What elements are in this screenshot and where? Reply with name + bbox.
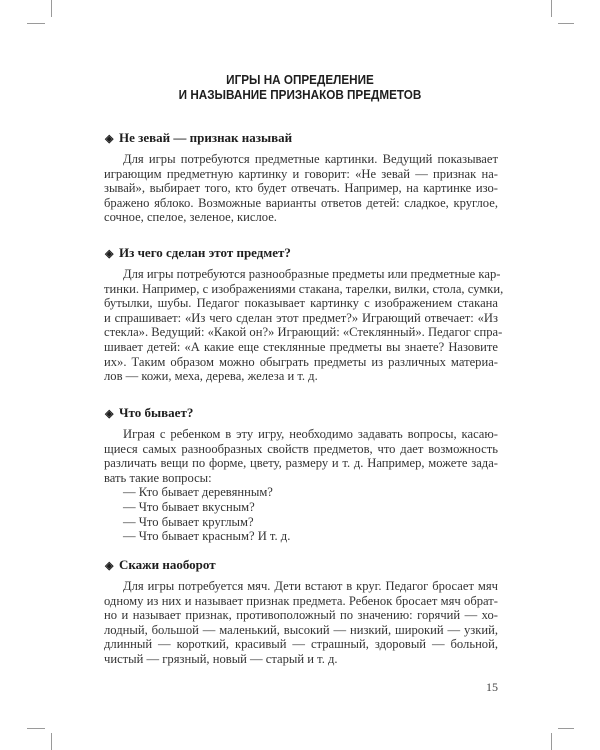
section-heading-text: Из чего сделан этот предмет? [119, 245, 291, 260]
paragraph-line: и спрашивает: «Из чего сделан этот предмет?» Играющий отвечает: «Из [104, 310, 498, 325]
section-heading-text: Что бывает? [119, 405, 194, 420]
list-item: — Что бывает круглым? [123, 514, 254, 529]
paragraph-line: зывай», выбирает того, кто будет отвечать. Например, на картинке изо- [104, 181, 498, 196]
paragraph-line: Для игры потребуются разнообразные предметы или предметные кар- [123, 267, 501, 281]
crop-mark [51, 733, 52, 750]
paragraph-line: длинный — короткий, красивый — страшный, здоровый — больной, [104, 637, 498, 652]
paragraph-line: шивает детей: «А какие еще стеклянные предметы вы знаете? Назовите [104, 340, 498, 354]
section-heading-text: Скажи наоборот [119, 557, 216, 572]
section-heading [105, 130, 292, 147]
diamond-bullet-icon: ◈ [105, 248, 114, 260]
paragraph-line: щиеся самых разнообразных свойств предметов, что дает возможность [104, 441, 498, 456]
paragraph-line: вать такие вопросы: [104, 470, 212, 485]
paragraph-line: чистый — грязный, новый — старый и т. д. [104, 652, 338, 666]
crop-mark [27, 23, 45, 24]
crop-mark [27, 728, 45, 729]
paragraph-line: играющим предметную картинку и говорит: «Не зевай — признак на- [104, 166, 498, 181]
section-heading [105, 557, 216, 574]
paragraph-line: Для игры потребуются предметные картинки. Ведущий показывает [123, 152, 498, 166]
paragraph-line: стекла». Ведущий: «Какой он?» Играющий: «Стеклянный». Педагог спра- [104, 325, 503, 340]
paragraph-line: бутылки, шубы. Педагог показывает картинку с изображением стакана [104, 296, 498, 311]
paragraph-line: Играя с ребенком в эту игру, необходимо задавать вопросы, касаю- [123, 427, 498, 441]
chapter-title-line-1: ИГРЫ НА ОПРЕДЕЛЕНИЕ [226, 72, 374, 87]
paragraph-line: различать вещи по форме, цвету, размеру и т. д. Например, можете зада- [104, 456, 498, 471]
crop-mark [551, 0, 552, 17]
paragraph-line: бражено яблоко. Возможные варианты ответов детей: сладкое, круглое, [104, 195, 498, 210]
paragraph-line: одному из них и называет признак предмета. Ребенок бросает мяч обрат- [104, 593, 498, 608]
diamond-bullet-icon: ◈ [105, 560, 114, 572]
crop-mark [551, 733, 552, 750]
paragraph-line: их». Таким образом можно обыграть предметы из различных материа- [104, 354, 498, 369]
page-number: 15 [486, 680, 498, 694]
crop-mark [558, 23, 574, 24]
paragraph-line: Для игры потребуется мяч. Дети встают в круг. Педагог бросает мяч [123, 579, 498, 593]
section-heading-text: Не зевай — признак называй [119, 130, 293, 145]
chapter-title-line-2: И НАЗЫВАНИЕ ПРИЗНАКОВ ПРЕДМЕТОВ [178, 87, 422, 102]
diamond-bullet-icon: ◈ [105, 133, 114, 145]
list-item: — Кто бывает деревянным? [123, 485, 273, 500]
paragraph-line: лов — кожи, меха, дерева, железа и т. д. [104, 369, 318, 384]
paragraph-line: лодный, большой — маленький, высокий — низкий, широкий — узкий, [104, 622, 498, 637]
crop-mark [51, 0, 52, 17]
paragraph-line: сочное, спелое, зеленое, кислое. [104, 210, 277, 225]
diamond-bullet-icon: ◈ [105, 408, 114, 420]
list-item: — Что бывает вкусным? [123, 500, 255, 514]
paragraph-line: тинки. Например, с изображениями стакана, тарелки, вилки, стола, сумки, [104, 281, 504, 296]
crop-mark [558, 728, 574, 729]
section-heading [105, 405, 193, 422]
list-item: — Что бывает красным? И т. д. [123, 529, 291, 544]
section-heading [105, 245, 291, 262]
paragraph-line: но и называет признак, противоположный по значению: горячий — хо- [104, 608, 498, 623]
